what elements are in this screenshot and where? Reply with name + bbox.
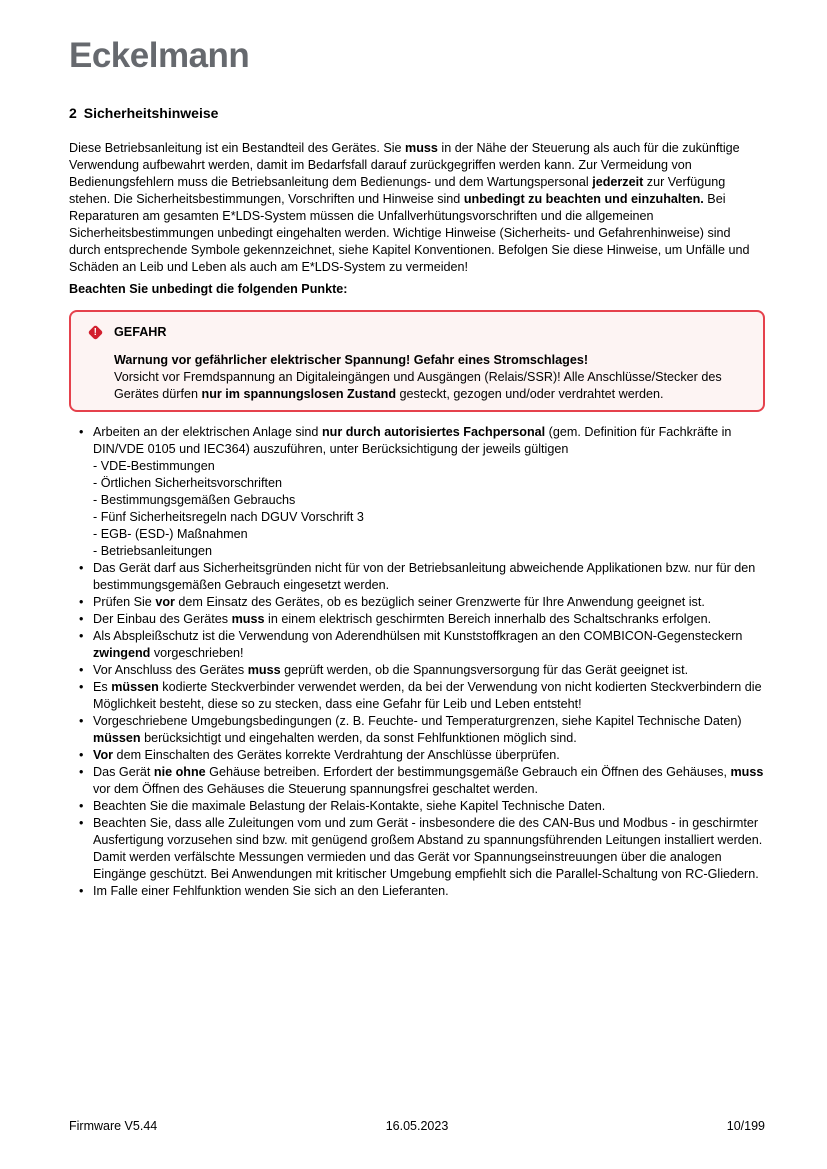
list-item: • Es müssen kodierte Steckverbinder verwendet werden, da bei der Verwendung von nicht kodierten Steckverbindern die Möglichkeit besteht, diese so zu stecken, dass eine Gefahr für Leib und Leben entsteht! [69, 679, 765, 713]
points-lead: Beachten Sie unbedingt die folgenden Punkte: [69, 282, 348, 296]
list-item: • Als Abspleißschutz ist die Verwendung von Aderendhülsen mit Kunststoffkragen an den COMBICON-Gegensteckern zwingend vorgeschrieben! [69, 628, 765, 662]
danger-body: Vorsicht vor Fremdspannung an Digitaleingängen und Ausgängen (Relais/SSR)! Alle Anschlüsse/Stecker des Gerätes dürfen nur im spannungslosen Zustand gesteckt, gezogen und/oder verdrahtet werden. [114, 370, 722, 401]
danger-subtitle: Warnung vor gefährlicher elektrischer Spannung! Gefahr eines Stromschlages! [114, 353, 589, 367]
list-item: • Das Gerät nie ohne Gehäuse betreiben. Erfordert der bestimmungsgemäße Gebrauch ein Öffnen des Gehäuses, muss vor dem Öffnen des Gehäuses die Steuerung spannungsfrei geschaltet werden. [69, 764, 765, 798]
bullet-list [69, 424, 765, 900]
exclamation-glyph: ! [93, 326, 98, 338]
section-number: 2 [69, 105, 77, 121]
danger-title: GEFAHR [114, 325, 167, 339]
footer-page-number: 10/199 [726, 1119, 765, 1133]
intro-paragraph: Diese Betriebsanleitung ist ein Bestandteil des Gerätes. Sie muss in der Nähe der Steuerung als auch für die zukünftige Verwendung aufbewahrt werden, damit im Bedarfsfall darauf zurückgegriffen werden kann. Zur Vermeidung von Bedienungsfehlern muss die Betriebsanleitung dem Bedienungs- und dem Wartungspersonal jederzeit zur Verfügung stehen. Die Sicherheitsbestimmungen, Vorschriften und Hinweise sind unbedingt zu beachten und einzuhalten. Bei Reparaturen am gesamten E*LDS-System müssen die Unfallverhütungsvorschriften und die allgemeinen Sicherheitsbestimmungen unbedingt eingehalten werden. Wichtige Hinweise (Sicherheits- und Gefahrenhinweise) sind durch entsprechende Symbole gekennzeichnet, siehe Kapitel Konventionen. Befolgen Sie diese Hinweise, um Unfälle und Schäden an Leib und Leben als auch am E*LDS-System zu vermeiden! [69, 141, 750, 274]
page-footer [69, 1118, 765, 1135]
list-item: • Im Falle einer Fehlfunktion wenden Sie sich an den Lieferanten. [69, 883, 765, 900]
list-item: • Das Gerät darf aus Sicherheitsgründen nicht für von der Betriebsanleitung abweichende Applikationen bzw. nur für den bestimmungsgemäßen Gebrauch eingesetzt werden. [69, 560, 765, 594]
list-item: • Arbeiten an der elektrischen Anlage sind nur durch autorisiertes Fachpersonal (gem. Definition für Fachkräfte in DIN/VDE 0105 und IEC364) auszuführen, unter Berücksichtigung der jeweils gültigen - VDE-Bestimmungen - Örtlichen Sicherheitsvorschriften - Bestimmungsgemäßen Gebrauchs - Fünf Sicherheitsregeln nach DGUV Vorschrift 3 - EGB- (ESD-) Maßnahmen - Betriebsanleitungen [69, 424, 765, 560]
list-item: • Vorgeschriebene Umgebungsbedingungen (z. B. Feuchte- und Temperaturgrenzen, siehe Kapitel Technische Daten) müssen berücksichtigt und eingehalten werden, da sonst Fehlfunktionen möglich sind. [69, 713, 765, 747]
list-item: • Vor Anschluss des Gerätes muss geprüft werden, ob die Spannungsversorgung für das Gerät geeignet ist. [69, 662, 765, 679]
list-item: • Beachten Sie, dass alle Zuleitungen vom und zum Gerät - insbesondere die des CAN-Bus und Modbus - in geschirmter Ausfertigung vorzusehen sind bzw. mit genügend großem Abstand zu spannungsführenden Leitungen installiert werden. Damit werden verfälschte Messungen vermieden und das Gerät vor Spannungseinstreuungen über die analogen Eingänge geschützt. Bei Anwendungen mit kritischer Umgebung empfiehlt sich die Parallel-Schaltung von RC-Gliedern. [69, 815, 765, 883]
list-item: • Der Einbau des Gerätes muss in einem elektrisch geschirmten Bereich innerhalb des Schaltschranks erfolgen. [69, 611, 765, 628]
list-item: • Beachten Sie die maximale Belastung der Relais-Kontakte, siehe Kapitel Technische Daten. [69, 798, 765, 815]
footer-date: 16.05.2023 [385, 1119, 449, 1133]
eckelmann-logo: Eckelmann [69, 36, 250, 75]
footer-firmware-version: Firmware V5.44 [69, 1119, 158, 1133]
list-item: • Vor dem Einschalten des Gerätes korrekte Verdrahtung der Anschlüsse überprüfen. [69, 747, 765, 764]
danger-notice-box [69, 310, 765, 412]
section-title: Sicherheitshinweise [83, 105, 219, 121]
section-heading [69, 105, 765, 122]
exclamation-diamond-icon [88, 325, 104, 341]
list-item: • Prüfen Sie vor dem Einsatz des Gerätes, ob es bezüglich seiner Grenzwerte für Ihre Anwendung geeignet ist. [69, 594, 765, 611]
